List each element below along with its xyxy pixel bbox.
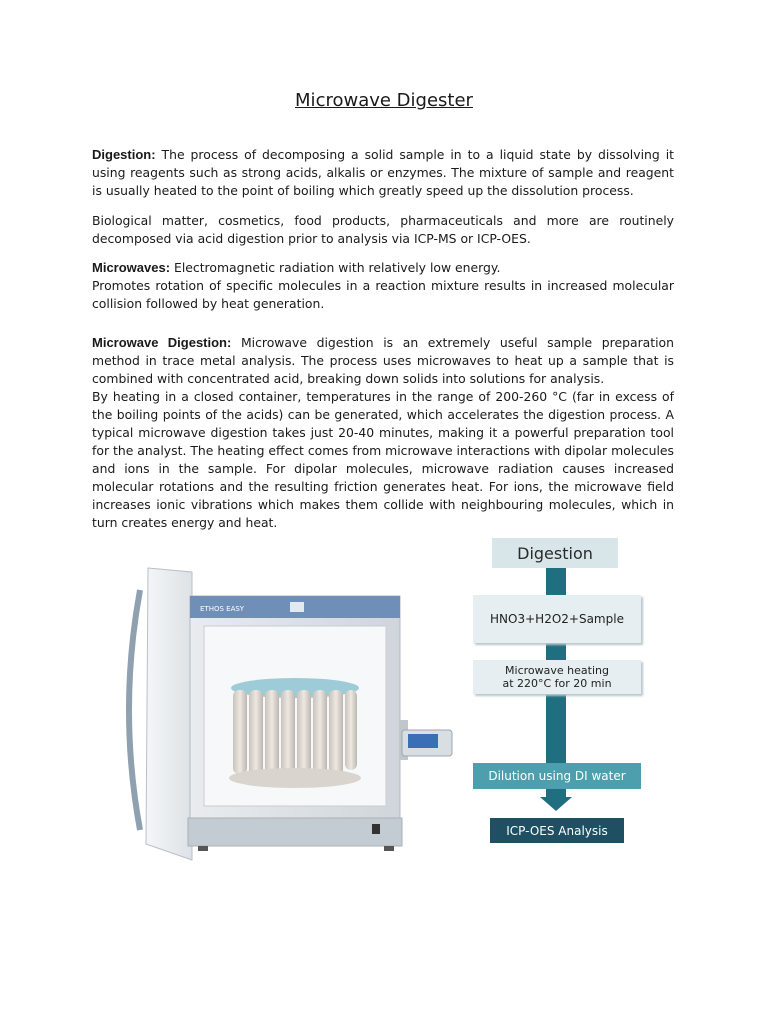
microwave-digestion-text: Microwave digestion is an extremely useful sample preparation method in trace metal analysis. The process uses microwaves to heat up a sample that is combined with concentrated acid, breaking down solids into solutions for analysis. — [92, 335, 674, 386]
microwave-digestion-paragraph — [92, 334, 674, 532]
microwaves-paragraph — [92, 259, 674, 313]
microwave-digester-image — [100, 560, 460, 880]
flowchart-step-dilution: Dilution using DI water — [473, 763, 641, 789]
flow-connector — [546, 694, 566, 763]
microwaves-text: Electromagnetic radiation with relatively low energy. — [170, 260, 501, 275]
microwave-digestion-text-2: By heating in a closed container, temperatures in the range of 200-260 °C (far in excess of the boiling points of the acids) can be generated, which accelerates the digestion process. A typical microwave digestion takes just 20-40 minutes, making it a powerful preparation tool for the analyst. The heating effect comes from microwave interactions with dipolar molecules and ions in the sample. For dipolar molecules, microwave radiation causes increased molecular rotations and the resulting friction generates heat. For ions, the microwave field increases ionic vibrations which makes them collide with neighbouring molecules, which in turn creates energy and heat. — [92, 389, 674, 530]
digestion-term: Digestion: — [92, 147, 156, 162]
microwaves-text-2: Promotes rotation of specific molecules in a reaction mixture results in increased molecular collision followed by heat generation. — [92, 278, 674, 311]
flowchart-step-reagents: HNO3+H2O2+Sample — [473, 595, 641, 643]
microwave-digestion-term: Microwave Digestion: — [92, 335, 232, 350]
device-brand-label: ETHOS EASY — [200, 605, 245, 613]
page-title: Microwave Digester — [295, 90, 473, 111]
heating-line-1: Microwave heating — [505, 664, 609, 677]
biological-paragraph — [92, 212, 674, 248]
flowchart-step-heating — [473, 660, 641, 694]
heating-line-2: at 220°C for 20 min — [502, 677, 612, 690]
flowchart-title: Digestion — [492, 538, 618, 568]
flowchart-step-analysis: ICP-OES Analysis — [490, 818, 624, 843]
microwaves-term: Microwaves: — [92, 260, 171, 275]
digestion-flowchart — [470, 535, 648, 845]
flow-connector — [546, 643, 566, 660]
digestion-paragraph — [92, 146, 674, 200]
biological-text: Biological matter, cosmetics, food products, pharmaceuticals and more are routinely decomposed via acid digestion prior to analysis via ICP-MS or ICP-OES. — [92, 213, 674, 246]
flow-arrow-down-icon — [540, 797, 572, 811]
digestion-text: The process of decomposing a solid sample in to a liquid state by dissolving it using reagents such as strong acids, alkalis or enzymes. The mixture of sample and reagent is usually heated to the point of boiling which greatly speed up the dissolution process. — [92, 147, 674, 198]
flow-connector — [546, 568, 566, 595]
